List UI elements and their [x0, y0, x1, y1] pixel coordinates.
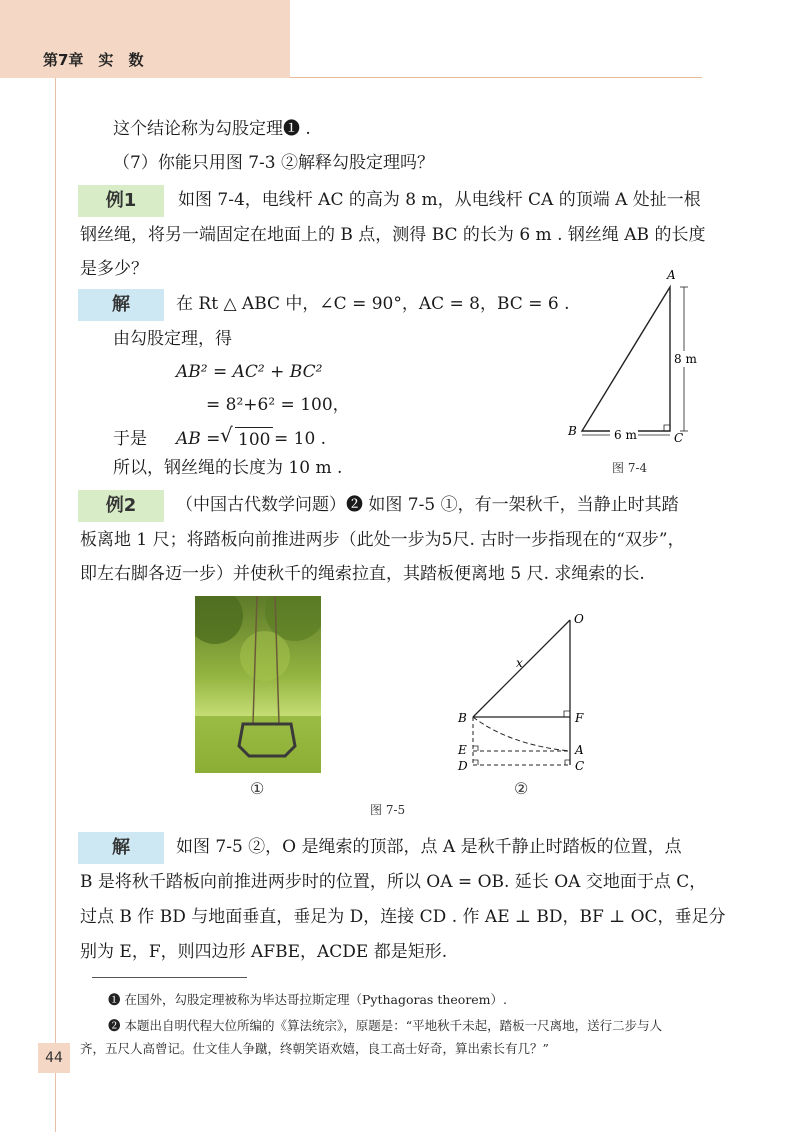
right-angle-c [565, 760, 570, 765]
swing-diagram [440, 605, 600, 775]
label-c: C [674, 431, 684, 445]
solution-2-line-3: 过点 B 作 BD 与地面垂直，垂足为 D，连接 CD . 作 AE ⊥ BD，BF ⊥ OC，垂足分 [80, 907, 726, 927]
photo-label: ① [250, 779, 265, 798]
equation-3-prefix: 于是 [113, 429, 147, 449]
triangle-abc [582, 287, 670, 431]
margin-rule [55, 78, 56, 1132]
solution-1-line-2: 由勾股定理，得 [113, 329, 232, 349]
equation-3-result: = 10 . [274, 429, 327, 449]
example-1-line-3: 是多少？ [80, 259, 148, 279]
base-label: 6 m [614, 428, 637, 442]
example-1-line-1: 如图 7-4，电线杆 AC 的高为 8 m，从电线杆 CA 的顶端 A 处扯一根 [178, 190, 701, 210]
label-x: x [516, 656, 523, 670]
solution-2-line-4: 别为 E，F，则四边形 AFBE，ACDE 都是矩形. [80, 942, 448, 962]
label-b: B [458, 711, 467, 725]
label-a: A [667, 268, 676, 282]
label-d: D [458, 759, 468, 773]
figure-7-4-diagram [560, 265, 710, 455]
example-1-label: 例1 [78, 185, 164, 217]
label-b: B [568, 424, 577, 438]
right-angle-e [473, 746, 478, 751]
diagram-label: ② [514, 779, 529, 798]
example-2-label: 例2 [78, 490, 164, 522]
equation-1: AB² = AC² + BC² [176, 362, 323, 382]
equation-3-ab: AB = [176, 429, 221, 449]
page-number: 44 [38, 1043, 70, 1073]
swing-photo [195, 596, 321, 773]
footnote-rule [92, 977, 247, 978]
right-angle-f [564, 711, 570, 717]
question-7-text: （7）你能只用图 7-3 ②解释勾股定理吗？ [113, 153, 434, 173]
solution-2-line-2: B 是将秋千踏板向前推进两步时的位置，所以 OA = OB. 延长 OA 交地面于点 C， [80, 872, 707, 892]
label-a: A [575, 743, 584, 757]
header-rule [290, 77, 702, 78]
solution-2-line-1: 如图 7-5 ②，O 是绳索的顶部，点 A 是秋千静止时踏板的位置，点 [176, 837, 682, 857]
solution-2-label: 解 [78, 832, 164, 864]
label-f: F [575, 711, 584, 725]
sqrt-symbol: √ [220, 423, 233, 447]
solution-1-label: 解 [78, 289, 164, 321]
footnote-2-line-2: 齐，五尺人高曾记。仕文佳人争蹴，终朝笑语欢嬉，良工高士好奇，算出索长有几？” [80, 1041, 549, 1056]
sqrt-radicand: 100 [235, 427, 273, 452]
label-e: E [458, 743, 467, 757]
right-angle-mark [664, 425, 670, 431]
label-o: O [574, 612, 584, 626]
example-1-line-2: 钢丝绳，将另一端固定在地面上的 B 点，测得 BC 的长为 6 m . 钢丝绳 AB 的长度 [80, 225, 706, 245]
label-c: C [575, 759, 585, 773]
footnote-1: ❶ 在国外，勾股定理被称为毕达哥拉斯定理（Pythagoras theorem）. [108, 992, 508, 1007]
theorem-intro-text: 这个结论称为勾股定理❶ . [113, 119, 311, 139]
foliage [240, 631, 290, 681]
example-2-line-3: 即左右脚各迈一步）并使秋千的绳索拉直，其踏板便离地 5 尺. 求绳索的长. [80, 564, 645, 584]
example-2-line-2: 板离地 1 尺；将踏板向前推进两步（此处一步为5尺. 古时一步指现在的“双步”， [80, 530, 685, 550]
height-label: 8 m [674, 352, 697, 366]
solution-1-conclusion: 所以，钢丝绳的长度为 10 m . [113, 458, 343, 478]
example-2-line-1: （中国古代数学问题）❷ 如图 7-5 ①，有一架秋千，当静止时其踏 [176, 495, 679, 515]
figure-7-4-caption: 图 7-4 [612, 461, 648, 475]
footnote-2-line-1: ❷ 本题出自明代程大位所编的《算法统宗》，原题是：“平地秋千未起，踏板一尺离地，送行二步与人 [108, 1018, 663, 1033]
figure-7-5-caption: 图 7-5 [370, 803, 406, 817]
swing-arc [473, 717, 570, 751]
right-angle-d [473, 760, 478, 765]
solution-1-line-1: 在 Rt △ ABC 中，∠C = 90°，AC = 8，BC = 6 . [176, 294, 570, 314]
equation-2: = 8²+6² = 100， [206, 395, 350, 415]
chapter-title: 第7章 实 数 [43, 51, 144, 69]
